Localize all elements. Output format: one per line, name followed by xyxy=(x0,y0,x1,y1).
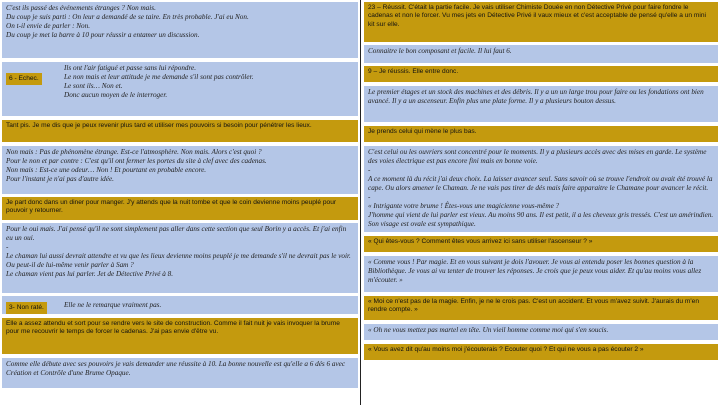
right-action-1 xyxy=(364,2,718,42)
right-dialogue-1 xyxy=(364,236,718,252)
text-line: Du coup je met la barre à 10 pour réussir a entamer un discussion. xyxy=(6,31,200,39)
right-roll-success xyxy=(364,66,718,82)
text-line: 9 – Je réussis. Elle entre donc. xyxy=(368,68,459,75)
text-line: A ce moment là du récit j'ai deux choix. La laisser avancer seul. Sans savoir où se trouve l'endroit ou avait été trouvé la cape. Ou alors amener le Chaman. Je ne vais pas tirer de dés mais faire apparaitre le Chamane pour avancer le récit. xyxy=(368,175,713,192)
right-narration-3 xyxy=(364,146,718,232)
text-line: Non mais : Est-ce une odeur… Non ! Et pourtant en probable encore. xyxy=(6,166,207,174)
left-narration-3 xyxy=(2,223,358,293)
text-line: Le sont ils… Non et. xyxy=(64,82,123,90)
text-line: - xyxy=(368,193,371,201)
text-line: Tant pis. Je me dis que je peux revenir plus tard et utiliser mes pouvoirs si besoin pour pénétrer les lieux. xyxy=(6,122,312,129)
text-line: « Vous avez dit qu'au moins moi j'écouterais ? Ecouter quoi ? Et qui ne vous a pas écouter 2 » xyxy=(368,346,644,353)
text-line: Elle ne le remarque vraiment pas. xyxy=(64,300,162,309)
text-line: « Intrigante votre brume ! Êtes-vous une magicienne vous-même ? xyxy=(368,202,560,210)
right-narration-2 xyxy=(364,86,718,122)
text-line: Je prends celui qui mène le plus bas. xyxy=(368,128,477,135)
text-line: - xyxy=(368,166,371,174)
right-dialogue-5 xyxy=(364,344,718,360)
left-action-3 xyxy=(2,318,358,354)
right-dialogue-2 xyxy=(364,256,718,292)
text-line: C'est ils passé des événements étranges ? Non mais. xyxy=(6,4,156,12)
text-line: Le non mais et leur attitude je me demande s'il sont pas contrôler. xyxy=(64,73,254,81)
text-line: Je part donc dans un diner pour manger. J'y attends que la nuit tombe et que le coin devienne moins peuplé pour pouvoir y retourner. xyxy=(6,199,337,215)
right-narration-1 xyxy=(364,45,718,63)
text-line: J'homme qui vient de lui parler est vieux. Au moins 90 ans. Il est petit, il a les cheveux gris tressés. C'est un amérindien. Son visage est ovale est sympathique. xyxy=(368,211,714,228)
left-action-1 xyxy=(2,120,358,142)
text-line: Ils ont l'air fatigué et passe sans lui répondre. xyxy=(64,64,197,72)
text-line: « Moi ce n'est pas de la magie. Enfin, je ne le crois pas. C'est un accident. Et vous m'avez suivit. J'aurais du m'en rendre compte. » xyxy=(368,298,700,314)
text-line: Pour l'instant je n'ai pas d'autre idée. xyxy=(6,175,114,183)
text-line: Non mais : Pas de phénomène étrange. Est-ce l'atmosphère. Non mais. Alors c'est quoi ? xyxy=(6,148,262,156)
text-line: - xyxy=(6,243,9,251)
text-line: « Oh ne vous mettez pas martel en tête. Un vieil homme comme moi qui s'en soucis. xyxy=(368,326,609,334)
text-line: Le chaman lui aussi devrait attendre et vu que les lieux devienne moins peuplé je me demande s'il ne devrait pas le voir. Ou peut-il de lui-même venir parler à Sam ? xyxy=(6,252,351,269)
text-line: Pour le non et par contre : C'est qu'il ont fermer les portes du site à clef avec des cadenas. xyxy=(6,157,267,165)
text-line: Elle a assez attendu et sort pour se rendre vers le site de construction. Comme il fait nuit je vais invoquer la brume pour me recouvrir le temps de forcer le cadenas. J'ai pas envie d'être vu. xyxy=(6,320,340,336)
right-action-2 xyxy=(364,126,718,142)
text-line: 23 – Réussit. C'était la partie facile. Je vais utiliser Chimiste Douée en non Détective Privé pour faire fondre le cadenas et non le forcer. Vu mes jets en Détective Privé il vaux mieux et c'est acceptable de pensé qu'elle a un mini kit sur elle. xyxy=(368,4,707,28)
left-action-2 xyxy=(2,197,358,220)
text-line: Donc aucun moyen de le interroger. xyxy=(64,91,168,99)
left-narration-2 xyxy=(2,146,358,194)
left-narration-1 xyxy=(2,2,358,58)
text-line: Comme elle débute avec ses pouvoirs je vais demander une réussite à 10. La bonne nouvelle est qu'elle a 6 dés 6 avec Création et Contrôle d'une Brume Opaque. xyxy=(6,360,346,377)
column-divider xyxy=(360,0,361,405)
text-line: On t-il envie de parler : Non. xyxy=(6,22,91,30)
text-line: Pour le oui mais. J'ai pensé qu'il ne sont simplement pas aller dans cette section que seul Borin y a accès. Et j'ai enfin eu un oui. xyxy=(6,225,347,242)
text-line: « Comme vous ! Par magie. Et en vous suivant je dois l'avouer. Je vous ai entendu poser les bonnes question à la Bibliothèque. Je vous ai vu tenter de trouver les réponses. Je crois que je peux vous aider. Et qu'au moins vous allez m'écouter. » xyxy=(368,258,702,284)
right-dialogue-4 xyxy=(364,324,718,340)
text-line: « Qui êtes-vous ? Comment êtes vous arrivez ici sans utiliser l'ascenseur ? » xyxy=(368,238,593,245)
roll-result-badge: 3- Non raté. xyxy=(6,302,47,314)
text-line: Connaitre le bon composant et facile. Il lui faut 6. xyxy=(368,47,512,55)
text-line: C'est celui ou les ouvriers sont concentré pour le moments. Il y a plusieurs accès avec des mises en garde. Le système des voies électrique est pas encore fini mais en bonne voie. xyxy=(368,148,707,165)
roll-result-badge: 6 - Echec. xyxy=(6,73,42,85)
right-dialogue-3 xyxy=(364,296,718,320)
text-line: Le chaman vient pas lui parler. Jet de Détective Privé à 8. xyxy=(6,270,174,278)
text-line: Le premier étages et un stock des machines et des débris. Il y a un un large trou pour faire ou les fondations ont bien avancé. Il y a un ascenseur. Enfin plus une plate forme. Il y a plusieurs bouton dessus. xyxy=(368,88,704,105)
left-narration-4 xyxy=(2,358,358,388)
text-line: Du coup je suis parti : On leur a demandé de se taire. En très probable. J'ai eu Non. xyxy=(6,13,249,21)
left-roll-rate xyxy=(2,296,358,314)
left-roll-echec xyxy=(2,62,358,116)
